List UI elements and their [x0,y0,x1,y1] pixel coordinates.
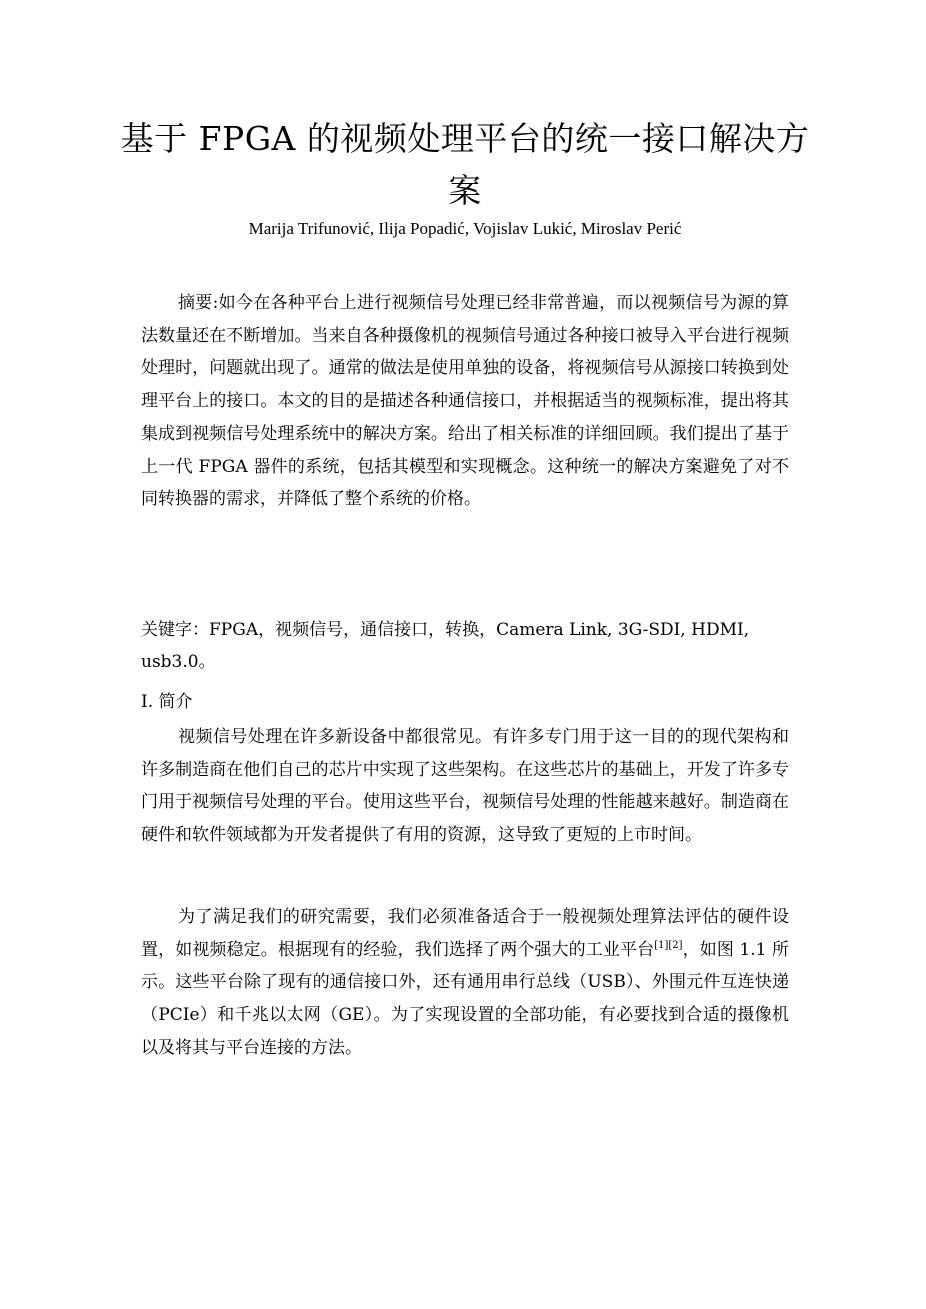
section-heading-introduction: I. 简介 [141,692,193,712]
intro-paragraph-1: 视频信号处理在许多新设备中都很常见。有许多专门用于这一目的的现代架构和许多制造商在他们自己的芯片中实现了这些架构。在这些芯片的基础上，开发了许多专门用于视频信号处理的平台。使用这些平台，视频信号处理的性能越来越好。制造商在硬件和软件领域都为开发者提供了有用的资源，这导致了更短的上市时间。 [141,727,789,846]
abstract-label: 摘要: [178,293,219,313]
keywords-label: 关键字： [141,620,209,640]
keywords-line [141,614,789,678]
citation-reference: [1][2] [654,939,683,951]
abstract-paragraph [141,287,789,516]
abstract-text: 如今在各种平台上进行视频信号处理已经非常普遍，而以视频信号为源的算法数量还在不断增加。当来自各种摄像机的视频信号通过各种接口被导入平台进行视频处理时，问题就出现了。通常的做法是使用单独的设备，将视频信号从源接口转换到处理平台上的接口。本文的目的是描述各种通信接口，并根据适当的视频标准，提出将其集成到视频信号处理系统中的解决方案。给出了相关标准的详细回顾。我们提出了基于上一代 FPGA 器件的系统，包括其模型和实现概念。这种统一的解决方案避免了对不同转换器的需求，并降低了整个系统的价格。 [141,293,790,510]
paper-title: 基于 FPGA 的视频处理平台的统一接口解决方案 [120,119,810,210]
intro-paragraph-2-text-b: ，如图 1.1 所示。这些平台除了现有的通信接口外，还有通用串行总线（USB）、外围元件互连快递（PCIe）和千兆以太网（GE）。为了实现设置的全部功能，有必要找到合适的摄像机以及将其与平台连接的方法。 [141,939,790,1058]
keywords-text: FPGA，视频信号，通信接口，转换，Camera Link, 3G-SDI, HDMI, usb3.0。 [141,620,750,672]
intro-paragraph-2-text-a: 为了满足我们的研究需要，我们必须准备适合于一般视频处理算法评估的硬件设置，如视频稳定。根据现有的经验，我们选择了两个强大的工业平台 [141,907,789,960]
intro-paragraph-2 [141,901,789,1065]
author-list: Marija Trifunović, Ilija Popadić, Vojislav Lukić, Miroslav Perić [248,219,682,238]
